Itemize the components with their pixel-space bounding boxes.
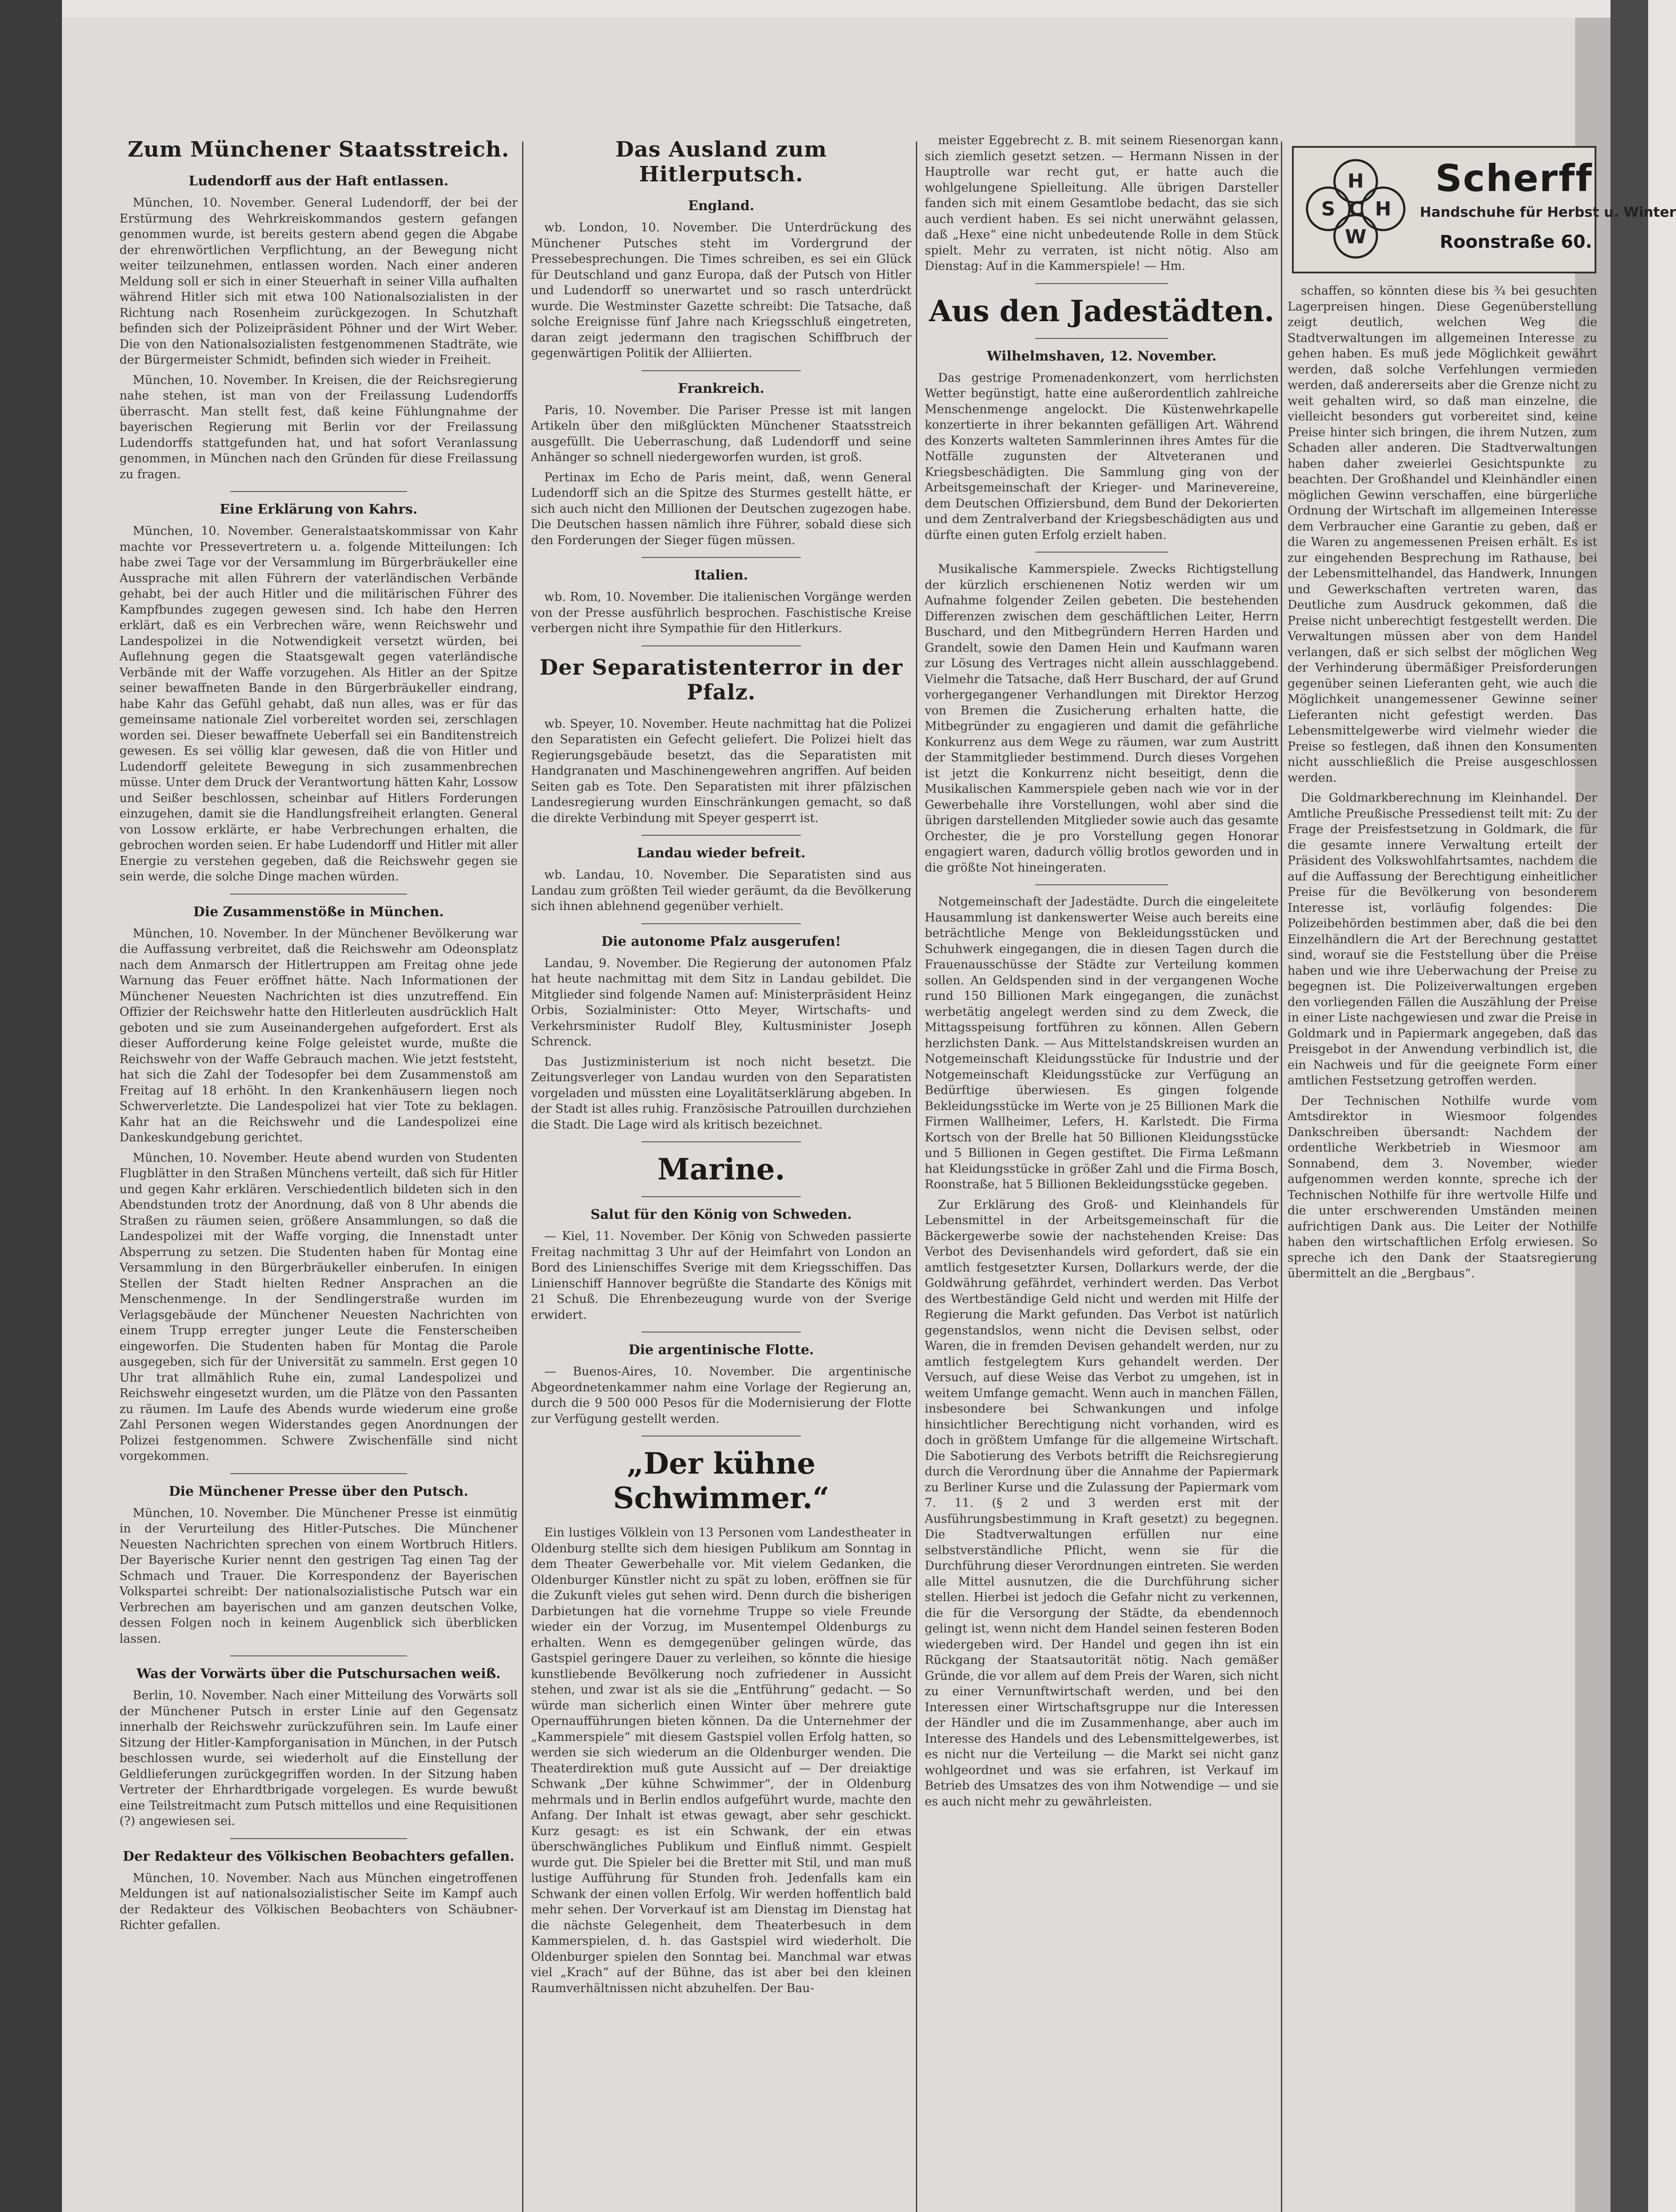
article-paragraph: Der Technischen Nothilfe wurde vom Amtsdirektor in Wiesmoor folgendes Dankschreiben übersandt: Nachdem der ordentliche Werkbetrieb in Wiesmoor am Sonnabend, dem 3. November, wieder aufgenommen werden konnte, spreche ich der Technischen Nothilfe für ihre wertvolle Hilfe und die unter erschwerenden Umständen meinen aufrichtigen Dank aus. Die Leiter der Nothilfe haben den wirtschaftlichen Erfolg erwiesen. So spreche ich den Dank der Staatsregierung übermittelt an die „Bergbaus“. bbox=[1288, 1094, 1597, 1280]
svg-text:W: W bbox=[1345, 226, 1367, 248]
column-2 bbox=[531, 133, 911, 2212]
section-divider bbox=[230, 894, 407, 895]
article-paragraph: — Kiel, 11. November. Der König von Schweden passierte Freitag nachmittag 3 Uhr auf der Heimfahrt von London an Bord des Linienschiffes Sverige mit dem Kriegsschiffen. Das Linienschiff Hannover begrüßte die Standarte des Königs mit 21 Schuß. Die Ehrenbezeugung wurde von der Sverige erwidert. bbox=[531, 1229, 911, 1322]
article-paragraph: München, 10. November. General Ludendorff, der bei der Erstürmung des Wehrkreiskommandos gestern gefangen genommen wurde, ist bereits gestern abend gegen die Abgabe der ehrenwörtlichen Verpflichtung, an der Bewegung nicht weiter teilzunehmen, entlassen worden. Nach einer anderen Meldung soll er sich in einer Steuerhaft in seiner Villa aufhalten während Hitler sich mit etwa 100 Nationalsozialisten in der Richtung nach Rosenheim zurückgezogen. In Schutzhaft befinden sich der Polizeipräsident Pöhner und der Wirt Weber. Die von den Nationalsozialisten festgenommenen Stadträte, wie der Bürgermeister Schmidt, befinden sich wieder in Freiheit. bbox=[119, 196, 518, 367]
section-divider bbox=[1035, 338, 1168, 339]
section-divider bbox=[1035, 884, 1168, 885]
col4-sections bbox=[1288, 283, 1597, 1286]
section-heading: Marine. bbox=[657, 1152, 785, 1187]
col3-sections bbox=[925, 133, 1279, 1809]
column-rule bbox=[916, 142, 917, 2212]
section-heading: Ludendorff aus der Haft entlassen. bbox=[188, 173, 449, 189]
column-rule bbox=[522, 142, 523, 2212]
article-paragraph: Notgemeinschaft der Jadestädte. Durch die eingeleitete Hausammlung ist dankenswerter Weise auch bereits eine beträchtliche Menge von Bekleidungsstücken und Schuhwerk eingegangen, die in diesen Tagen durch die Frauenausschüsse der Städte zur Verteilung kommen sollen. An Geldspenden sind in der vergangenen Woche rund 150 Billionen Mark eingegangen, die zunächst werbetätig angelegt werden sind zu dem Zweck, die Mittagsspeisung fortführen zu können. Allen Gebern herzlichsten Dank. — Aus Mittelstandskreisen wurden an Notgemeinschaft Kleidungsstücke für Industrie und der Notgemeinschaft Kleidungsstücke zur Verfügung an Bedürftige überwiesen. Es gingen folgende Bekleidungsstücke im Werte von je 25 Billionen Mark die Firmen Wallheimer, Lefers, H. Karlstedt. Die Firma Kortsch von der Brelle hat 50 Billionen Kleidungsstücke und 5 Billionen in Gegen gestiftet. Die Firma Leßmann hat Kleidungsstücke in größer Zahl und die Firma Bosch, Roonstraße, hat 5 Billionen Bekleidungsstücke gegeben. bbox=[925, 895, 1279, 1191]
article-paragraph: Zur Erklärung des Groß- und Kleinhandels für Lebensmittel in der Arbeitsgemeinschaft für die Bäckergewerbe sowie der nachstehenden Kreise: Das Verbot des Devisenhandels wird gefordert, daß sie ein amtlich festgesetzter Kursen, Dollarkurs werde, der die Goldwährung gefährdet, verhindert werden. Das Verbot des Wertbeständige Geld nicht und werden mit Hilfe der Regierung die Markt gefunden. Das Verbot ist natürlich gegenstandslos, wenn nicht die Devisen selbst, oder Waren, die in fremden Devisen gehandelt werden, nur zu amtlich festgelegtem Kurs gehandelt werden. Der Versuch, auf diese Weise das Verbot zu umgehen, ist in weitem Umfange gemacht. Wenn auch in manchen Fällen, insbesondere bei Schwankungen und infolge hinsichtlicher Berechtigung nicht vorhanden, wird es doch in größtem Umfange für die allgemeine Wirtschaft. Die Sabotierung des Verbots betrifft die Reichsregierung durch die Verordnung über die Annahme der Papiermark zu Berliner Kurse und die Zulassung der Papiermark vom 7. 11. (§ 2 und 3 werden erst mit der Ausführungsbestimmung in Kraft gesetzt) zu begegnen. Die Stadtverwaltungen erfüllen nur eine selbstverständliche Pflicht, wenn sie für die Durchführung dieser Verordnungen eintreten. Sie werden alle Mittel ausnutzen, die die Durchführung sicher stellen. Hierbei ist jedoch die Gefahr nicht zu verkennen, die für die Versorgung der Städte, da ebendennoch gelingt ist, wenn nicht dem Handel seinen festeren Boden wiedergeben wird. Der Handel und gegen ihn ist ein Rückgang der Staatsautorität nötig. Nach gemäßer Gründe, die vor allem auf dem Preis der Waren, sich nicht zu einer Vernunftwirtschaft werden, und bei den Interessen einer Wirtschaftsgruppe nur die Interessen der Händler und die im Zusammenhange, aber auch im Interesse des Handels und des Lebensmittelgewerbes, ist es nicht nur die Verteilung — die Markt sei nicht ganz wohlgeordnet und was sie erfahren, ist Verkauf im Betrieb des Umsatzes des von ihm Notwendige — und sie es auch nicht mehr zu gewährleisten. bbox=[925, 1198, 1279, 1809]
section-heading: Landau wieder befreit. bbox=[637, 845, 806, 861]
column-4 bbox=[1288, 133, 1597, 2212]
article-paragraph: Ein lustiges Völklein von 13 Personen vom Landestheater in Oldenburg stellte sich dem hiesigen Publikum am Sonntag in dem Theater Gewerbehalle vor. Mit vielem Gedanken, die Oldenburger Künstler nicht zu spät zu loben, eröffnen sie für die Zukunft vieles gut sehen wird. Denn durch die bisherigen Darbietungen hat die vornehme Truppe so viele Freunde wieder ein der Vorzug, im Musentempel Oldenburgs zu erhalten. Wenn es demgegenüber gelingen würde, das Gastspiel geringere Dauer zu verleihen, so könnte die hiesige kunstliebende Bevölkerung noch zufriedener in Aussicht stehen, und zwar ist als sie die „Entführung“ gedacht. — So würde man sicherlich einen Winter über mehrere gute Opernaufführungen bieten können. Da die Unternehmer der „Kammerspiele“ mit diesem Gastspiel vollen Erfolg hatten, so werden sie sich wiederum an die Oldenburger wenden. Die Theaterdirektion muß gute Aussicht auf — Der dreiaktige Schwank „Der kühne Schwimmer“, der in Oldenburg mehrmals und in Berlin endlos aufgeführt wurde, machte den Anfang. Der Inhalt ist etwas gewagt, aber sehr geschickt. Kurz gesagt: es ist ein Schwank, der ein etwas überschwängliches Publikum und Einfluß nimmt. Gespielt wurde gut. Die Spieler bei die Bretter mit Stil, und man muß lustige Aufführung für Stunden froh. Jedenfalls kam ein Schwank der einen vollen Erfolg. Wir werden hoffentlich bald mehr sehen. Der Vorverkauf ist am Dienstag im Dienstag hat die nächste Gelegenheit, dem Theaterbesuch in dem Kammerspielen, d. h. das Gastspiel wird wiederholt. Die Oldenburger spielen den Sonntag bei. Manchmal war etwas viel „Krach“ auf der Bühne, das ist aber bei den kleinen Raumverhältnissen nicht abzuhelfen. Der Bau- bbox=[531, 1526, 911, 1995]
article-paragraph: Landau, 9. November. Die Regierung der autonomen Pfalz hat heute nachmittag mit dem Sitz in Landau gebildet. Die Mitglieder sind folgende Namen auf: Ministerpräsident Heinz Orbis, Sozialminister: Otto Meyer, Wirtschafts- und Verkehrsminister Rudolf Bley, Kultusminister Joseph Schrenck. bbox=[531, 956, 911, 1048]
article-paragraph: Das gestrige Promenadenkonzert, vom herrlichsten Wetter begünstigt, hatte eine außerordentlich zahlreiche Menschenmenge angelockt. Die Küstenwehrkapelle konzertierte in ihrer bekannten gefälligen Art. Während des Konzerts walteten Sammlerinnen ihres Amtes für die Notfälle zugunsten der Altveteranen und Kriegsbeschädigten. Die Sammlung ging von der Arbeitsgemeinschaft der Krieger- und Marinevereine, dem Deutschen Offiziersbund, dem Bund der Dekorierten und dem Zentralverband der Kriegsbeschädigten aus und dürfte einen guten Erfolg erzielt haben. bbox=[925, 371, 1279, 542]
article-paragraph: München, 10. November. Die Münchener Presse ist einmütig in der Verurteilung des Hitler-Putsches. Die Münchener Neuesten Nachrichten sprechen von einem Wortbruch Hitlers. Der Bayerische Kurier nennt den gestrigen Tag einen Tag der Schmach und Trauer. Die Korrespondenz der Bayerischen Volkspartei schreibt: Der nationalsozialistische Putsch war ein Verbrechen am bayerischen und am ganzen deutschen Volke, dessen Folgen noch in keinem Augenblick sich überblicken lassen. bbox=[119, 1506, 518, 1646]
section-divider bbox=[642, 557, 801, 558]
section-heading: Der Redakteur des Völkischen Beobachters gefallen. bbox=[123, 1848, 515, 1864]
section-divider bbox=[642, 645, 801, 646]
scan-margin-left bbox=[0, 0, 62, 2212]
section-divider bbox=[642, 1332, 801, 1333]
section-heading: Die Zusammenstöße in München. bbox=[193, 904, 444, 920]
section-divider bbox=[642, 1196, 801, 1197]
svg-text:H: H bbox=[1347, 170, 1364, 192]
article-paragraph: wb. London, 10. November. Die Unterdrückung des Münchener Putsches steht im Vordergrund der Pressebesprechungen. Die Times schreiben, es sei ein Glück für Deutschland und ganz Europa, daß der Putsch von Hitler und Ludendorff so unerwartet und so rasch unterdrückt wurde. Die Westminster Gazette schreibt: Die Tatsache, daß solche Ereignisse fünf Jahre nach Kriegsschluß eingetreten, daran zeigt jedermann den tragischen Schiffbruch der gegenwärtigen Politik der Alliierten. bbox=[531, 221, 911, 360]
section-divider bbox=[642, 835, 801, 836]
section-heading: Frankreich. bbox=[678, 380, 765, 396]
section-heading: Salut für den König von Schweden. bbox=[590, 1207, 852, 1222]
section-heading: Der Separatistenterror in der Pfalz. bbox=[539, 655, 903, 705]
section-divider bbox=[230, 1473, 407, 1474]
section-heading: England. bbox=[688, 198, 754, 214]
section-heading: Die autonome Pfalz ausgerufen! bbox=[601, 933, 841, 949]
section-divider bbox=[642, 370, 801, 371]
section-heading: Italien. bbox=[694, 568, 748, 583]
section-heading: Die argentinische Flotte. bbox=[628, 1342, 814, 1358]
article-paragraph: München, 10. November. In der Münchener Bevölkerung war die Auffassung verbreitet, daß die Reichswehr am Odeonsplatz nach dem Anmarsch der Hitlertruppen am Freitag ohne jede Warnung das Feuer eröffnet hätte. Nach Informationen der Münchener Neuesten Nachrichten ist dies unzutreffend. Ein Offizier der Reichswehr hatte den Hitlerleuten ausdrücklich Halt geboten und sie zum Auseinandergehen aufgefordert. Erst als dieser Aufforderung keine Folge geleistet wurde, mußte die Reichswehr von der Waffe Gebrauch machen. Wie jetzt feststeht, hat sich die Zahl der Todesopfer bei dem Zusammenstoß am Freitag auf 18 erhöht. In den Krankenhäusern liegen noch Schwerverletzte. Die Landespolizei hat vier Tote zu beklagen. Kahr hat an die Reichswehr und die Landespolizei eine Dankeskundgebung gerichtet. bbox=[119, 926, 518, 1144]
article-title: Das Ausland zum Hitlerputsch. bbox=[615, 137, 827, 187]
article-paragraph: Pertinax im Echo de Paris meint, daß, wenn General Ludendorff sich an die Spitze des Sturmes gestellt hätte, er sich auch nicht den Millionen der Deutschen zugezogen habe. Die Deutschen hassen nämlich ihre Führer, sobald diese sich den Forderungen der Sieger fügen müssen. bbox=[531, 470, 911, 547]
section-heading: Eine Erklärung von Kahrs. bbox=[219, 502, 418, 517]
ad-tagline: Handschuhe für Herbst u. Winter bbox=[1420, 204, 1676, 220]
section-divider bbox=[1035, 283, 1168, 284]
article-paragraph: München, 10. November. In Kreisen, die der Reichsregierung nahe stehen, ist man von der Freilassung Ludendorffs überrascht. Man stellt fest, daß keine Fühlungnahme der bayerischen Regierung mit Berlin vor der Freilassung Ludendorffs stattgefunden hat, und hat sofort Veranlassung genommen, in München nach den Gründen für diese Freilassung zu fragen. bbox=[119, 373, 518, 481]
ad-address: Roonstraße 60. bbox=[1440, 232, 1592, 252]
column-3 bbox=[925, 133, 1279, 2212]
col2-sections bbox=[531, 198, 911, 1996]
section-heading: Die Münchener Presse über den Putsch. bbox=[169, 1483, 469, 1499]
article-paragraph: Die Goldmarkberechnung im Kleinhandel. Der Amtliche Preußische Pressedienst teilt mit: Zu der Frage der Preisfestsetzung in Goldmark, die für die gesamte innere Verwaltung erteilt der Präsident des Volkswohlfahrtsamtes, nachdem die auf die Auffassung der Berechtigung einheitlicher Preise für die Bevölkerung von besonderem Interesse ist, vorläufig folgendes: Die Polizeibehörden bestimmen aber, daß die bei den Einzelhändlern die Art der Berechnung gestattet sind, worauf sie die Feststellung über die Preise haben und wie ihre Ueberwachung der Preise zu begegnen ist. Die Polizeiverwaltungen ergeben den vorliegenden Fällen die Auszählung der Preise in einer Liste nachgewiesen und zwar die Preise in Goldmark und in Papiermark angegeben, daß das Preisgebot in der Anwendung verbindlich ist, die ein Nachweis und für die geeignete Form einer amtlichen Festsetzung getroffen werden. bbox=[1288, 791, 1597, 1087]
svg-text:H: H bbox=[1375, 198, 1392, 220]
article-paragraph: schaffen, so könnten diese bis ¾ bei gesuchten Lagerpreisen hingen. Diese Gegenüberstellung zeigt deutlich, welchen Weg die Stadtverwaltungen im allgemeinen Interesse zu gehen haben. Es muß jede Möglichkeit gewährt werden, daß solche Verfehlungen vermieden werden, daß andererseits aber die Grenze nicht zu weit gehalten wird, so daß man einzelne, die vielleicht besonders gut vorbereitet sind, keine Preise hinter sich bringen, die ihrem Nutzen, zum Schaden aller anderen. Die Stadtverwaltungen haben daher zweierlei Gesichtspunkte zu beachten. Der Großhandel und Kleinhändler einen möglichen Gewinn verschaffen, eine bürgerliche Ordnung der Wirtschaft im allgemeinen Interesse dem Verbraucher eine Garantie zu geben, daß er die Waren zu angemessenen Preisen erhält. Es ist zur eingehenden Besprechung im Rathause, bei der Lebensmittelhandel, das Handwerk, Innungen und Gewerkschaften vertreten waren, das Deutliche zum Ausdruck gekommen, daß die Preise nicht unberechtigt festgestellt werden. Die Verwaltungen müssen aber von dem Handel verlangen, daß er sich selbst der möglichen Weg der Verhinderung übermäßiger Preisforderungen gegenüber seinen Lieferanten geht, wie auch die Möglichkeit unangemessener Gewinne seiner Lieferanten nicht gefestigt werden. Das Lebensmittelgewerbe wird vielmehr wieder die Preise so festlegen, daß ihnen den Konsumenten nicht ausschließlich die Preise ausgeschlossen werden. bbox=[1288, 284, 1597, 785]
article-title: Zum Münchener Staatsstreich. bbox=[127, 137, 510, 162]
article-paragraph: wb. Rom, 10. November. Die italienischen Vorgänge werden von der Presse ausführlich besprochen. Faschistische Kreise verbergen nicht ihre Sympathie für den Hitlerkurs. bbox=[531, 590, 911, 635]
article-paragraph: wb. Speyer, 10. November. Heute nachmittag hat die Polizei den Separatisten ein Gefecht geliefert. Die Polizei hielt das Regierungsgebäude besetzt, das die Separatisten mit Handgranaten und Maschinengewehren angriffen. Auf beiden Seiten gab es Tote. Den Separatisten mit ihrer pfälzischen Landesregierung wurden Einschränkungen gemacht, so daß die direkte Verbindung mit Speyer gesperrt ist. bbox=[531, 717, 911, 825]
article-paragraph: München, 10. November. Nach aus München eingetroffenen Meldungen ist auf nationalsozialistischer Seite im Kampf auch der Redakteur des Völkischen Beobachters von Schäubner-Richter gefallen. bbox=[119, 1871, 518, 1932]
section-divider bbox=[230, 1655, 407, 1656]
article-paragraph: meister Eggebrecht z. B. mit seinem Riesenorgan kann sich ziemlich gesetzt setzen. — Hermann Nissen in der Hauptrolle war recht gut, er hatte auch die wohlgelungene Spielleitung. Alle übrigen Darsteller fanden sich mit einem Gesamtlobe bedacht, das sie sich auch verdient haben. Es sei nicht unerwähnt gelassen, daß „Hexe“ eine nicht unbedeutende Rolle in dem Stück spielt. Mehr zu verraten, ist nicht nötig. Also am Dienstag: Auf in die Kammerspiele! — Hm. bbox=[925, 134, 1279, 273]
scan-margin-right bbox=[1611, 0, 1648, 2212]
section-divider bbox=[642, 923, 801, 924]
section-heading: Aus den Jadestädten. bbox=[929, 293, 1275, 328]
article-paragraph: — Buenos-Aires, 10. November. Die argentinische Abgeordnetenkammer nahm eine Vorlage der Regierung an, durch die 9 500 000 Pesos für die Modernisierung der Flotte zur Verfügung gestellt werden. bbox=[531, 1365, 911, 1426]
col1-sections bbox=[119, 173, 518, 1933]
section-divider bbox=[1035, 552, 1168, 553]
section-heading: Wilhelmshaven, 12. November. bbox=[987, 348, 1217, 364]
article-paragraph: Das Justizministerium ist noch nicht besetzt. Die Zeitungsverleger von Landau wurden von den Separatisten vorgeladen und müssten eine Loyalitätserklärung abgeben. In der Stadt ist alles ruhig. Französische Patrouillen durchziehen die Stadt. Die Lage wird als kritisch bezeichnet. bbox=[531, 1055, 911, 1132]
article-paragraph: München, 10. November. Heute abend wurden von Studenten Flugblätter in den Straßen Münchens verteilt, daß sich für Hitler und gegen Kahr erklären. Verschiedentlich bildeten sich in den Abendstunden trotz der Anordnung, daß von 8 Uhr abends die Straßen zu räumen seien, größere Ansammlungen, so daß die Landespolizei mit der Waffe vorging, die Innenstadt unter Absperrung zu setzen. Die Studenten haben für Montag eine Versammlung in den Bürgerbräukeller einberufen. In einigen Stellen der Stadt hielten Redner Ansprachen an die Menschenmenge. In der Sendlingerstraße wurden im Verlagsgebäude der Münchener Neuesten Nachrichten von einem Trupp erregter junger Leute die Fensterscheiben eingeworfen. Die Studenten haben für Montag die Parole ausgegeben, sich für der Universität zu sammeln. Erst gegen 10 Uhr trat allmählich Ruhe ein, zumal Landespolizei und Reichswehr eingesetzt wurden, um die Plätze von den Passanten zu räumen. Im Laufe des Abends wurde wiederum eine große Zahl Personen wegen Widerstandes gegen Anordnungen der Polizei festgenommen. Schwere Zwischenfälle sind nicht vorgekommen. bbox=[119, 1151, 518, 1463]
article-paragraph: Berlin, 10. November. Nach einer Mitteilung des Vorwärts soll der Münchener Putsch in erster Linie auf den Gegensatz innerhalb der Reichswehr zurückzuführen sein. Im Laufe einer Sitzung der Hitler-Kampforganisation in München, in der Putsch beschlossen wurde, sei wiederholt auf die Einstellung der Geldlieferungen zurückgegriffen worden. In der Sitzung haben Vertreter der Ehrhardtbrigade vorgelegen. Es wurde bewußt eine Teilstreitmacht zum Putsch mittellos und eine Requisitionen (?) angewiesen sei. bbox=[119, 1689, 518, 1828]
svg-text:S: S bbox=[1321, 198, 1335, 220]
section-heading: „Der kühne Schwimmer.“ bbox=[613, 1446, 830, 1515]
ad-brand-name: Scherff bbox=[1435, 157, 1593, 200]
column-1 bbox=[119, 133, 518, 2212]
section-heading: Was der Vorwärts über die Putschursachen weiß. bbox=[136, 1666, 501, 1682]
article-paragraph: wb. Landau, 10. November. Die Separatisten sind aus Landau zum größten Teil wieder geräumt, da die Bevölkerung sich ihnen ablehnend gegenüber verhielt. bbox=[531, 868, 911, 913]
article-paragraph: München, 10. November. Generalstaatskommissar von Kahr machte vor Pressevertretern u. a. folgende Mitteilungen: Ich habe zwei Tage vor der Versammlung im Bürgerbräukeller eine Aussprache mit allen Führern der vaterländischen Verbände gehabt, bei der auch Hitler und die militärischen Führer des Kampfbundes zugegen gewesen sind. Ich habe den Herren erklärt, daß es ein Verbrechen wäre, wenn Reichswehr und Landespolizei in die Notwendigkeit versetzt würden, bei Auflehnung gegen die Staatsgewalt gegen vaterländische Verbände mit der Waffe vorzugehen. Als Hitler an der Spitze seiner bewaffneten Bande in den Bürgerbräukeller eindrang, habe Kahr das Gefühl gehabt, daß nun alles, was er für das gemeinsame nationale Ziel vorbereitet worden sei, zerschlagen worden sei. Dieser bewaffnete Ueberfall sei ein Banditenstreich gewesen. Es sei völlig klar gewesen, daß die von Hitler und Ludendorff geleitete Bewegung in sich zusammenbrechen müsse. Unter dem Druck der Verantwortung hätten Kahr, Lossow und Seißer beschlossen, scheinbar auf Hitlers Forderungen einzugehen, damit sie die Handlungsfreiheit erlangten. General von Lossow erklärte, er habe Verbrechungen erhalten, die gebrochen worden seien. Er habe Ludendorff und Hitler mit aller Energie zu verstehen gegeben, daß die Reichswehr gegen sie sein werde, die solche Dinge machen würden. bbox=[119, 524, 518, 883]
svg-text:C: C bbox=[1348, 198, 1363, 220]
article-paragraph: Musikalische Kammerspiele. Zwecks Richtigstellung der kürzlich erschienenen Notiz werden wir um Aufnahme folgender Zeilen gebeten. Die bestehenden Differenzen zwischen dem geschäftlichen Leiter, Herrn Buschard, und den Mitbegründern Herren Harden und Grandelt, sowie den Damen Hein und Kaufmann waren zur Lösung des Vertrages nicht allein ausschlaggebend. Vielmehr die Tatsache, daß Herr Buschard, der auf Grund vorhergegangener Verhandlungen mit Direktor Herzog von Bremen die Zusicherung erhalten hatte, die Mitbegründer zu engagieren und damit die gefährliche Konkurrenz aus dem Wege zu räumen, war zum Austritt der Stammitglieder bestimmend. Durch dieses Vorgehen ist jetzt die Konkurrenz nicht beseitigt, denn die Musikalischen Kammerspiele geben nach wie vor in der Gewerbehalle ihre Vorstellungen, wohl aber sind die übrigen darstellenden Mitglieder sowie auch das gesamte Orchester, die je pro Vorstellung gegen Honorar engagiert waren, dadurch völlig brotlos geworden und in die größte Not hineingeraten. bbox=[925, 562, 1279, 875]
column-rule bbox=[1281, 142, 1282, 2212]
section-divider bbox=[230, 1838, 407, 1839]
article-paragraph: Paris, 10. November. Die Pariser Presse ist mit langen Artikeln über den mißglückten Münchener Staatsstreich ausgefüllt. Die Ueberraschung, daß Ludendorff und seine Anhänger so schnell niedergeworfen wurden, ist groß. bbox=[531, 403, 911, 464]
section-divider bbox=[642, 1141, 801, 1142]
section-divider bbox=[230, 491, 407, 492]
